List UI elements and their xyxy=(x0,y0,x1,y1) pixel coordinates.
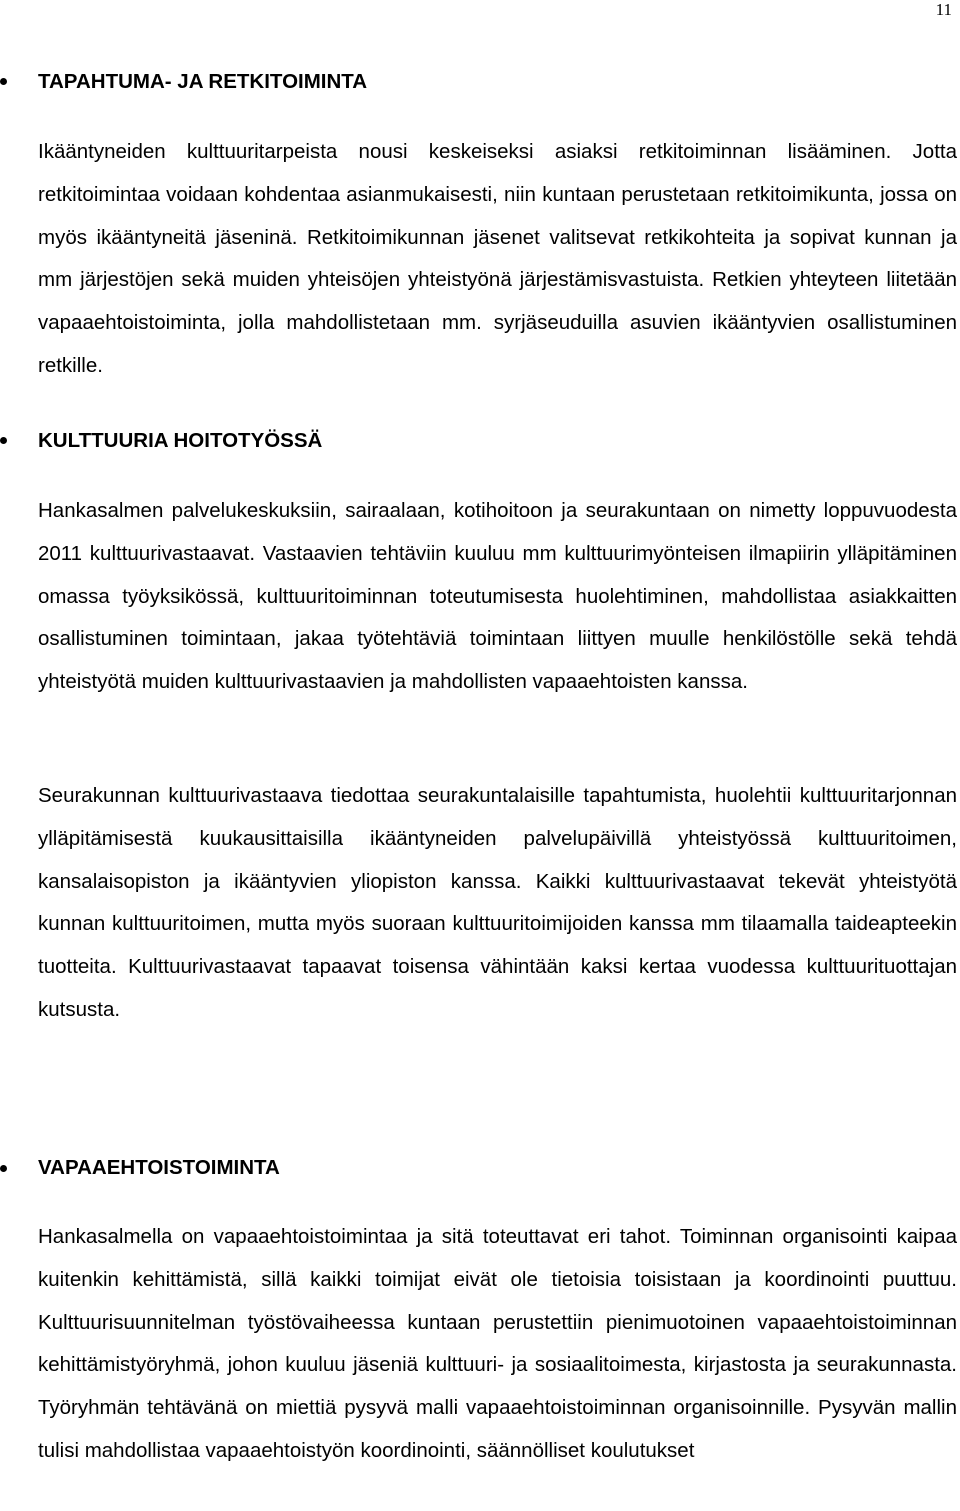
section-heading: KULTTUURIA HOITOTYÖSSÄ xyxy=(38,429,323,452)
page-number: 11 xyxy=(935,0,952,19)
bullet-icon xyxy=(0,437,7,444)
bullet-icon xyxy=(0,78,7,85)
section-paragraph: Seurakunnan kulttuurivastaava tiedottaa seurakuntalaisille tapahtumista, huolehtii kulttuuritarjonnan ylläpitämisestä kuukausittaisilla ikääntyneiden palvelupäivillä yhteistyössä kulttuuritoimen, kansalaisopiston ja ikääntyvien yliopiston kanssa. Kaikki kulttuurivastaavat tekevät yhteistyötä kunnan kulttuuritoimen, mutta myös suoraan kulttuuritoimijoiden kanssa mm tilaamalla taideapteekin tuotteita. Kulttuurivastaavat tapaavat toisensa vähintään kaksi kertaa vuodessa kulttuurituottajan kutsusta. xyxy=(38,784,957,1021)
bullet-icon xyxy=(0,1165,7,1172)
section-paragraph: Hankasalmella on vapaaehtoistoimintaa ja sitä toteuttavat eri tahot. Toiminnan organisointi kaipaa kuitenkin kehittämistä, sillä kaikki toimijat eivät ole tietoisia toisistaan ja koordinointi puuttuu. Kulttuurisuunnitelman työstövaiheessa kuntaan perustettiin pienimuotoinen vapaaehtoistoiminnan kehittämistyöryhmä, johon kuuluu jäseniä kulttuuri- ja sosiaalitoimesta, kirjastosta ja seurakunnasta. Työryhmän tehtävänä on miettiä pysyvä malli vapaaehtoistoiminnan organisoinnille. Pysyvän mallin tulisi mahdollistaa vapaaehtoistyön koordinointi, säännölliset koulutukset xyxy=(38,1225,957,1462)
section-heading: TAPAHTUMA- JA RETKITOIMINTA xyxy=(38,70,368,93)
section-paragraph: Hankasalmen palvelukeskuksiin, sairaalaan, kotihoitoon ja seurakuntaan on nimetty loppuvuodesta 2011 kulttuurivastaavat. Vastaavien tehtäviin kuuluu mm kulttuurimyönteisen ilmapiirin ylläpitäminen omassa työyksikössä, kulttuuritoiminnan toteutumisesta huolehtiminen, mahdollistaa asiakkaitten osallistuminen toimintaan, jakaa työtehtäviä toimintaan liittyen muulle henkilöstölle sekä tehdä yhteistyötä muiden kulttuurivastaavien ja mahdollisten vapaaehtoisten kanssa. xyxy=(38,499,957,694)
section-paragraph: Ikääntyneiden kulttuuritarpeista nousi keskeiseksi asiaksi retkitoiminnan lisääminen. Jotta retkitoimintaa voidaan kohdentaa asianmukaisesti, niin kuntaan perustetaan retkitoimikunta, jossa on myös ikääntyneitä jäseninä. Retkitoimikunnan jäsenet valitsevat retkikohteita ja sopivat kunnan ja mm järjestöjen sekä muiden yhteisöjen yhteistyönä järjestämisvastuista. Retkien yhteyteen liitetään vapaaehtoistoiminta, jolla mahdollistetaan mm. syrjäseuduilla asuvien ikääntyvien osallistuminen retkille. xyxy=(38,140,957,377)
section-heading: VAPAAEHTOISTOIMINTA xyxy=(38,1156,280,1179)
